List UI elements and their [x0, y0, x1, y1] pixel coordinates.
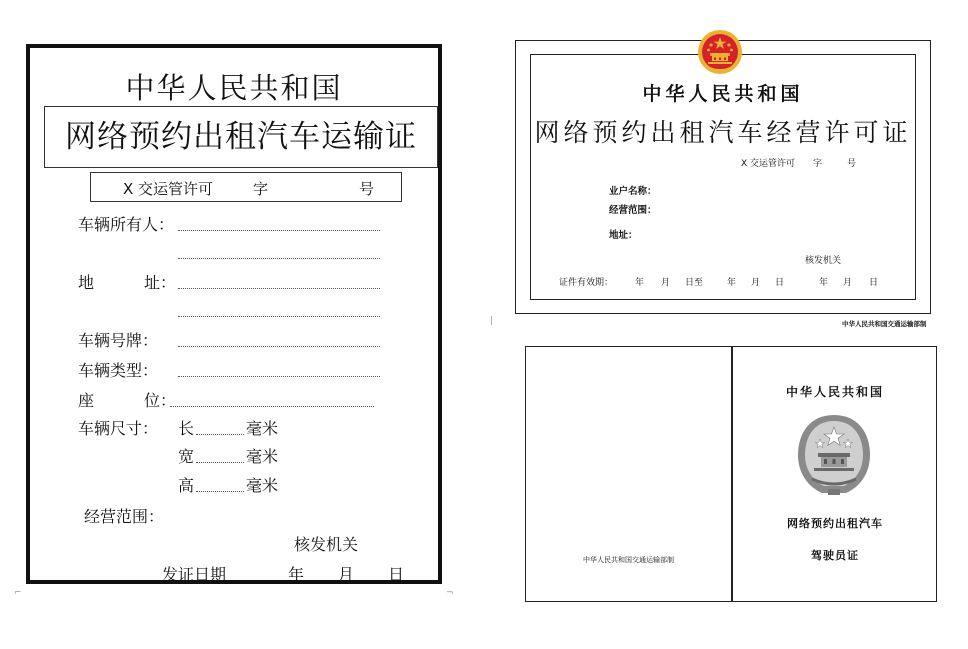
doc1-year: 年 [288, 565, 305, 584]
transport-certificate [26, 44, 442, 584]
crop-mark: | [490, 316, 494, 326]
doc3-subtitle: 驾驶员证 [811, 549, 859, 562]
doc1-seat-label-1: 座 [78, 391, 95, 410]
doc2-title: 网络预约出租汽车经营许可证 [534, 118, 912, 147]
doc1-type-line [178, 376, 380, 377]
doc1-permit-number [90, 172, 402, 202]
doc1-seat-line [170, 406, 374, 407]
doc1-length-unit: 毫米 [246, 419, 279, 438]
doc1-plate-label: 车辆号牌： [78, 331, 159, 350]
doc2-permit-zi: 字 [813, 159, 823, 169]
doc1-length-line [196, 434, 244, 435]
doc1-height-line [196, 491, 244, 492]
doc2-permit-prefix: X 交运管许可 [741, 159, 796, 169]
doc2-address-label: 地址： [609, 230, 638, 241]
doc2-day-to: 日至 [685, 278, 704, 288]
business-permit [515, 40, 931, 314]
doc1-date-label: 发证日期 [162, 565, 227, 584]
doc2-day-3: 日 [869, 278, 879, 288]
doc2-month-1: 月 [661, 278, 671, 288]
doc1-owner-line-2 [178, 258, 380, 259]
doc1-permit-prefix: X 交运管许可 [123, 180, 214, 198]
national-emblem-gray-icon [792, 411, 876, 499]
doc1-issuer-label: 核发机关 [294, 535, 359, 554]
doc1-title: 网络预约出租汽车运输证 [44, 106, 438, 168]
doc1-owner-line [178, 230, 380, 231]
doc1-height-label: 高 [178, 476, 195, 495]
doc1-type-label: 车辆类型： [78, 361, 159, 380]
doc2-country: 中华人民共和国 [642, 83, 804, 105]
doc2-year-1: 年 [635, 278, 645, 288]
doc1-width-unit: 毫米 [246, 447, 279, 466]
doc1-height-unit: 毫米 [246, 476, 279, 495]
doc1-scope-label: 经营范围： [84, 507, 165, 526]
doc3-title: 网络预约出租汽车 [787, 517, 883, 530]
doc2-validity-label: 证件有效期： [559, 278, 614, 288]
doc1-size-label: 车辆尺寸： [78, 419, 159, 438]
doc2-footer-issuer: 中华人民共和国交通运输部制 [842, 320, 927, 328]
doc2-permit-hao: 号 [847, 159, 857, 169]
crop-mark: ¬ [446, 588, 454, 598]
national-emblem-icon [696, 28, 744, 76]
doc1-month: 月 [338, 565, 355, 584]
doc1-seat-label-2: 位： [144, 391, 177, 410]
doc2-scope-label: 经营范围： [609, 205, 657, 216]
doc2-month-2: 月 [751, 278, 761, 288]
doc3-country: 中华人民共和国 [785, 385, 884, 399]
doc1-plate-line [178, 346, 380, 347]
doc1-width-label: 宽 [178, 447, 195, 466]
doc1-address-label-1: 地 [78, 273, 95, 292]
doc2-issuer-label: 核发机关 [805, 256, 842, 266]
doc2-day-2: 日 [775, 278, 785, 288]
doc2-year-2: 年 [727, 278, 737, 288]
doc1-address-line-2 [178, 316, 380, 317]
doc2-month-3: 月 [843, 278, 853, 288]
doc2-inner-border [530, 54, 916, 300]
doc1-day: 日 [388, 565, 405, 584]
doc2-owner-label: 业户名称： [609, 186, 657, 197]
doc1-country: 中华人民共和国 [125, 71, 343, 105]
doc1-width-line [196, 462, 244, 463]
doc2-year-3: 年 [819, 278, 829, 288]
doc1-permit-hao: 号 [359, 180, 375, 198]
doc1-permit-zi: 字 [253, 180, 269, 198]
doc1-address-line [178, 288, 380, 289]
driver-certificate [525, 346, 937, 602]
doc1-length-label: 长 [178, 419, 195, 438]
doc1-address-label-2: 址： [144, 273, 177, 292]
doc1-owner-label: 车辆所有人： [78, 215, 175, 234]
crop-mark: ⌐ [14, 588, 22, 598]
doc3-issuer: 中华人民共和国交通运输部制 [583, 556, 674, 564]
